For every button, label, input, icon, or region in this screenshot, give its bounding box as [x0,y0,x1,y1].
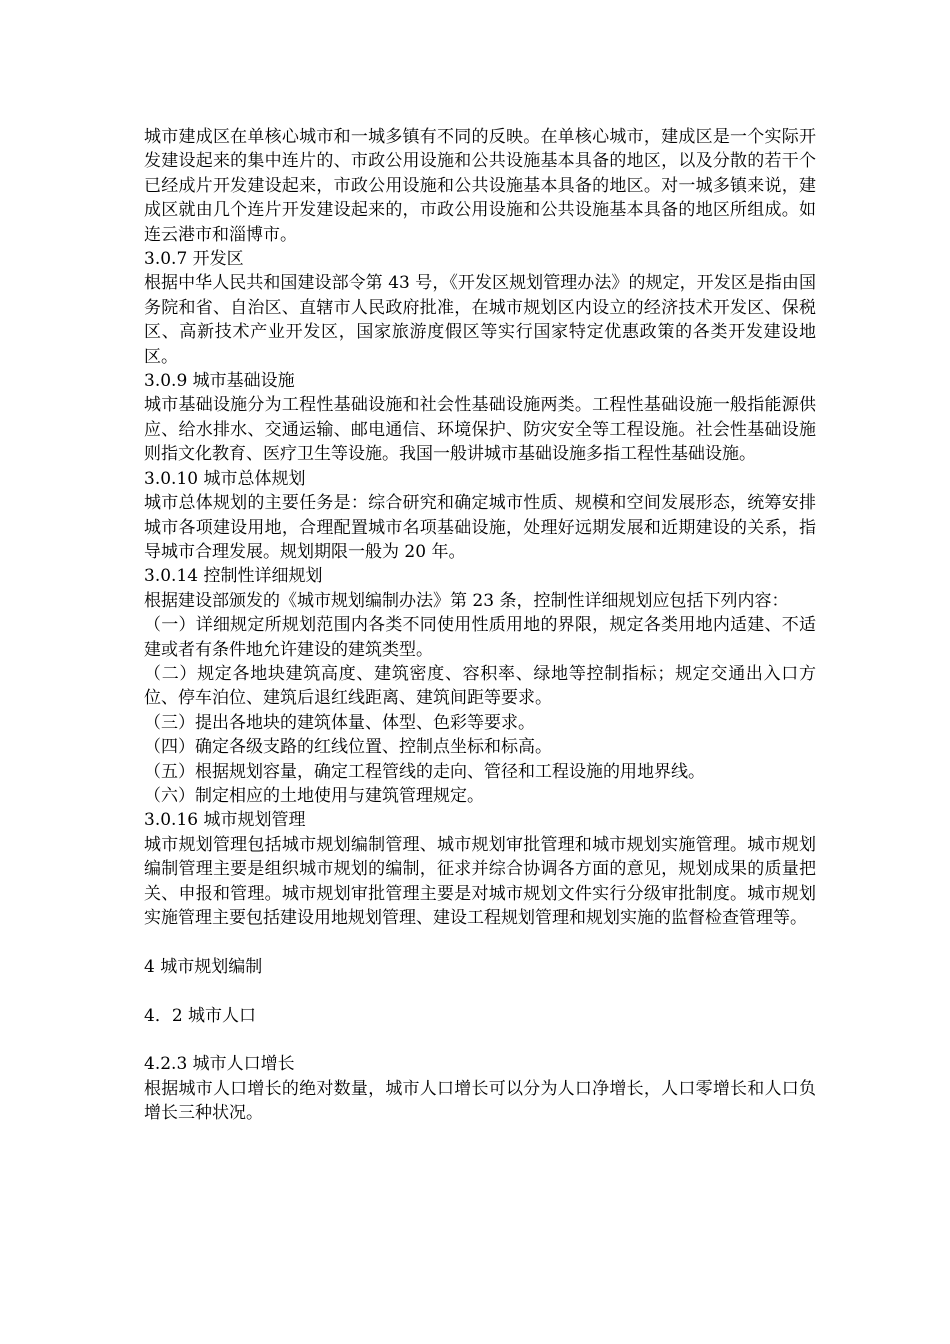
section-heading-3-0-7: 3.0.7 开发区 [144,249,244,270]
master-plan-paragraph: 城市总体规划的主要任务是：综合研究和确定城市性质、规模和空间发展形态，统筹安排城市各项建设用地，合理配置城市名项基础设施，处理好远期发展和近期建设的关系，指导城市合理发展。规划期限一般为 20 年。 [144,493,816,562]
population-growth-paragraph: 根据城市人口增长的绝对数量，城市人口增长可以分为人口净增长，人口零增长和人口负增长三种状况。 [144,1078,816,1124]
regulatory-plan-intro: 根据建设部颁发的《城市规划编制办法》第 23 条，控制性详细规划应包括下列内容： [144,590,789,611]
planning-management-paragraph: 城市规划管理包括城市规划编制管理、城市规划审批管理和城市规划实施管理。城市规划编制管理主要是组织城市规划的编制，征求并综合协调各方面的意见，规划成果的质量把关、申报和管理。城市规划审批管理主要是对城市规划文件实行分级审批制度。城市规划实施管理主要包括建设用地规划管理、建设工程规划管理和规划实施的监督检查管理等。 [144,834,816,928]
blank-line [144,979,816,1003]
development-zone-paragraph: 根据中华人民共和国建设部令第 43 号，《开发区规划管理办法》的规定，开发区是指由国务院和省、自治区、直辖市人民政府批准，在城市规划区内设立的经济技术开发区、保税区、高新技术产业开发区，国家旅游度假区等实行国家特定优惠政策的各类开发建设地区。 [144,273,816,367]
regulatory-plan-item-1: （一）详细规定所规划范围内各类不同使用性质用地的界限，规定各类用地内适建、不适建或者有条件地允许建设的建筑类型。 [144,615,816,660]
regulatory-plan-item-3: （三）提出各地块的建筑体量、体型、色彩等要求。 [144,712,535,733]
infrastructure-paragraph: 城市基础设施分为工程性基础设施和社会性基础设施两类。工程性基础设施一般指能源供应、给水排水、交通运输、邮电通信、环境保护、防灾安全等工程设施。社会性基础设施则指文化教育、医疗卫生等设施。我国一般讲城市基础设施多指工程性基础设施。 [144,395,816,465]
section-heading-3-0-16: 3.0.16 城市规划管理 [144,810,306,831]
blank-line [144,1028,816,1052]
built-up-area-paragraph: 城市建成区在单核心城市和一城多镇有不同的反映。在单核心城市，建成区是一个实际开发建设起来的集中连片的、市政公用设施和公共设施基本具备的地区，以及分散的若干个已经成片开发建设起来，市政公用设施和公共设施基本具备的地区。对一城多镇来说，建成区就由几个连片开发建设起来的，市政公用设施和公共设施基本具备的地区所组成。如连云港市和淄博市。 [144,127,816,245]
document-page [144,125,816,1126]
regulatory-plan-item-5: （五）根据规划容量，确定工程管线的走向、管径和工程设施的用地界线。 [144,761,705,782]
section-heading-3-0-9: 3.0.9 城市基础设施 [144,371,295,392]
section-heading-4-2-3: 4.2.3 城市人口增长 [144,1054,295,1075]
section-heading-4-2: 4．2 城市人口 [144,1005,257,1026]
regulatory-plan-item-6: （六）制定相应的土地使用与建筑管理规定。 [144,785,484,806]
section-heading-3-0-10: 3.0.10 城市总体规划 [144,468,306,489]
regulatory-plan-item-4: （四）确定各级支路的红线位置、控制点坐标和标高。 [144,737,552,758]
section-heading-3-0-14: 3.0.14 控制性详细规划 [144,566,323,587]
blank-line [144,930,816,954]
chapter-heading-4: 4 城市规划编制 [144,956,263,977]
regulatory-plan-item-2: （二）规定各地块建筑高度、建筑密度、容积率、绿地等控制指标；规定交通出入口方位、停车泊位、建筑后退红线距离、建筑间距等要求。 [144,663,816,709]
